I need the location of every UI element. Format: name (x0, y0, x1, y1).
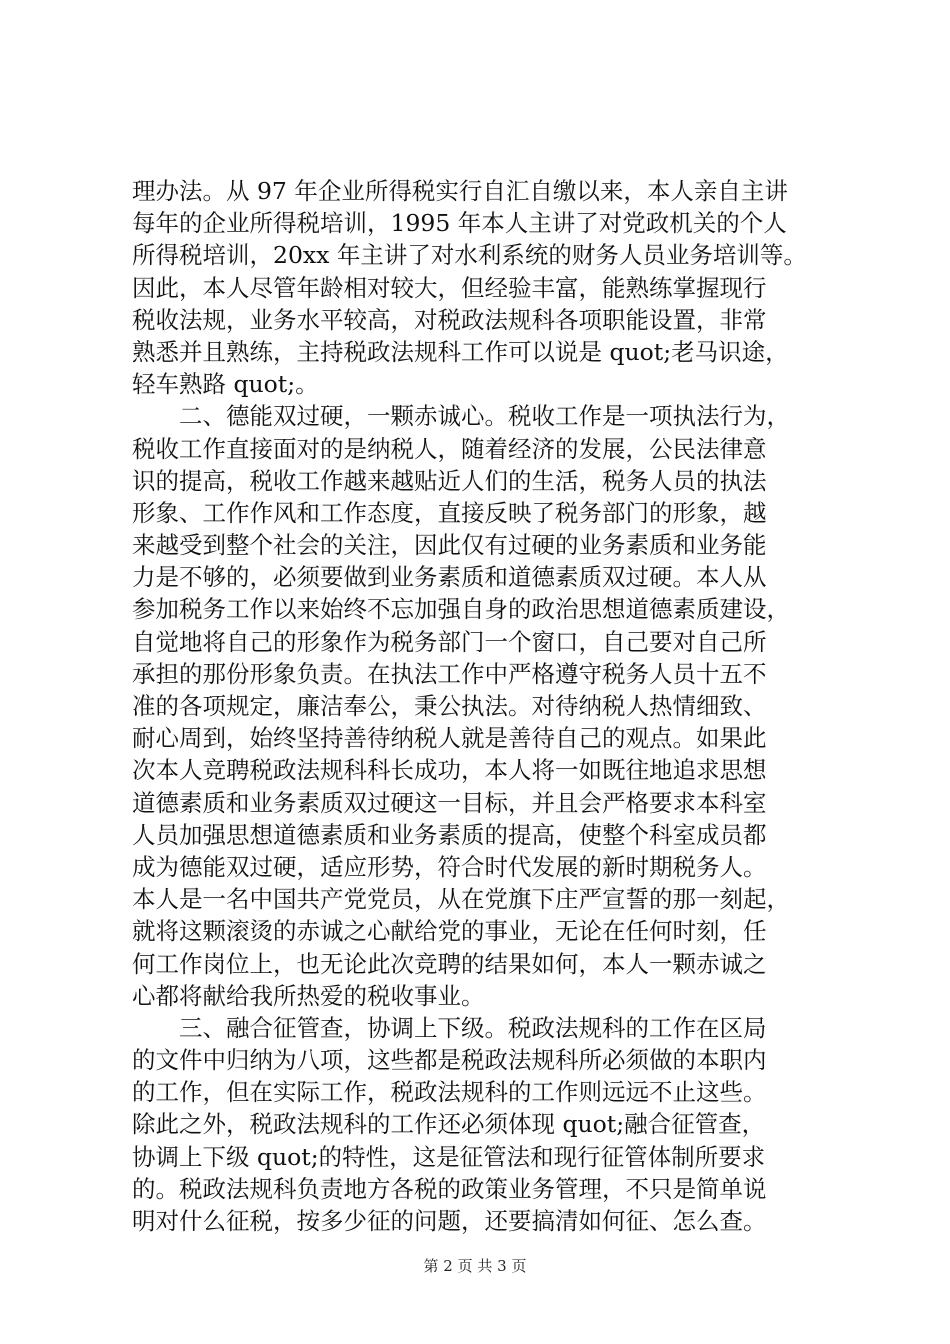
text-line: 理办法。从 97 年企业所得税实行自汇自缴以来，本人亲自主讲 (132, 177, 788, 205)
text-line: 的文件中归纳为八项，这些都是税政法规科所必须做的本职内 (132, 1046, 767, 1075)
page-footer: 第 2 页 共 3 页 (423, 1257, 527, 1275)
text-line: 准的各项规定，廉洁奉公，秉公执法。对待纳税人热情细致、 (132, 692, 767, 720)
text-line: 承担的那份形象负责。在执法工作中严格遵守税务人员十五不 (132, 659, 767, 688)
text-line: 税收工作直接面对的是纳税人，随着经济的发展，公民法律意 (132, 434, 767, 463)
text-line: 因此，本人尽管年龄相对较大，但经验丰富，能熟练掌握现行 (132, 273, 767, 302)
text-line: 成为德能双过硬，适应形势，符合时代发展的新时期税务人。 (132, 852, 767, 881)
text-line: 来越受到整个社会的关注，因此仅有过硬的业务素质和业务能 (132, 531, 767, 560)
text-line: 的。税政法规科负责地方各税的政策业务管理，不只是简单说 (132, 1174, 767, 1203)
text-line: 三、融合征管查，协调上下级。税政法规科的工作在区局 (179, 1013, 767, 1042)
document-body (132, 175, 826, 1237)
text-line: 次本人竞聘税政法规科科长成功，本人将一如既往地追求思想 (132, 756, 767, 785)
text-line: 耐心周到，始终坚持善待纳税人就是善待自己的观点。如果此 (132, 724, 767, 753)
text-line: 人员加强思想道德素质和业务素质的提高，使整个科室成员都 (132, 820, 767, 849)
text-line: 形象、工作作风和工作态度，直接反映了税务部门的形象，越 (132, 498, 767, 527)
text-line: 本人是一名中国共产党党员，从在党旗下庄严宣誓的那一刻起， (132, 885, 790, 914)
text-line: 就将这颗滚烫的赤诚之心献给党的事业，无论在任何时刻，任 (132, 917, 767, 946)
text-line: 自觉地将自己的形象作为税务部门一个窗口，自己要对自己所 (132, 627, 767, 656)
text-line: 识的提高，税收工作越来越贴近人们的生活，税务人员的执法 (132, 466, 767, 495)
text-line: 所得税培训，20xx 年主讲了对水利系统的财务人员业务培训等。 (132, 241, 807, 270)
text-line: 协调上下级 quot;的特性，这是征管法和现行征管体制所要求 (132, 1142, 766, 1171)
text-line: 参加税务工作以来始终不忘加强自身的政治思想道德素质建设， (132, 595, 790, 624)
text-line: 的工作，但在实际工作，税政法规科的工作则远远不止这些。 (132, 1078, 767, 1107)
text-line: 道德素质和业务素质双过硬这一目标，并且会严格要求本科室 (132, 788, 767, 817)
text-line: 心都将献给我所热爱的税收事业。 (132, 981, 485, 1010)
text-line: 明对什么征税，按多少征的问题，还要搞清如何征、怎么查。 (132, 1207, 767, 1235)
text-line: 熟悉并且熟练，主持税政法规科工作可以说是 quot;老马识途， (132, 337, 789, 366)
text-line: 何工作岗位上，也无论此次竞聘的结果如何，本人一颗赤诚之 (132, 949, 767, 978)
text-line: 二、德能双过硬，一颗赤诚心。税收工作是一项执法行为， (179, 402, 790, 431)
text-line: 税收法规，业务水平较高，对税政法规科各项职能设置，非常 (132, 305, 767, 334)
text-line: 力是不够的，必须要做到业务素质和道德素质双过硬。本人从 (132, 563, 767, 592)
text-line: 除此之外，税政法规科的工作还必须体现 quot;融合征管查， (132, 1110, 766, 1139)
text-line: 每年的企业所得税培训，1995 年本人主讲了对党政机关的个人 (132, 209, 787, 238)
text-line: 轻车熟路 quot;。 (132, 370, 319, 399)
